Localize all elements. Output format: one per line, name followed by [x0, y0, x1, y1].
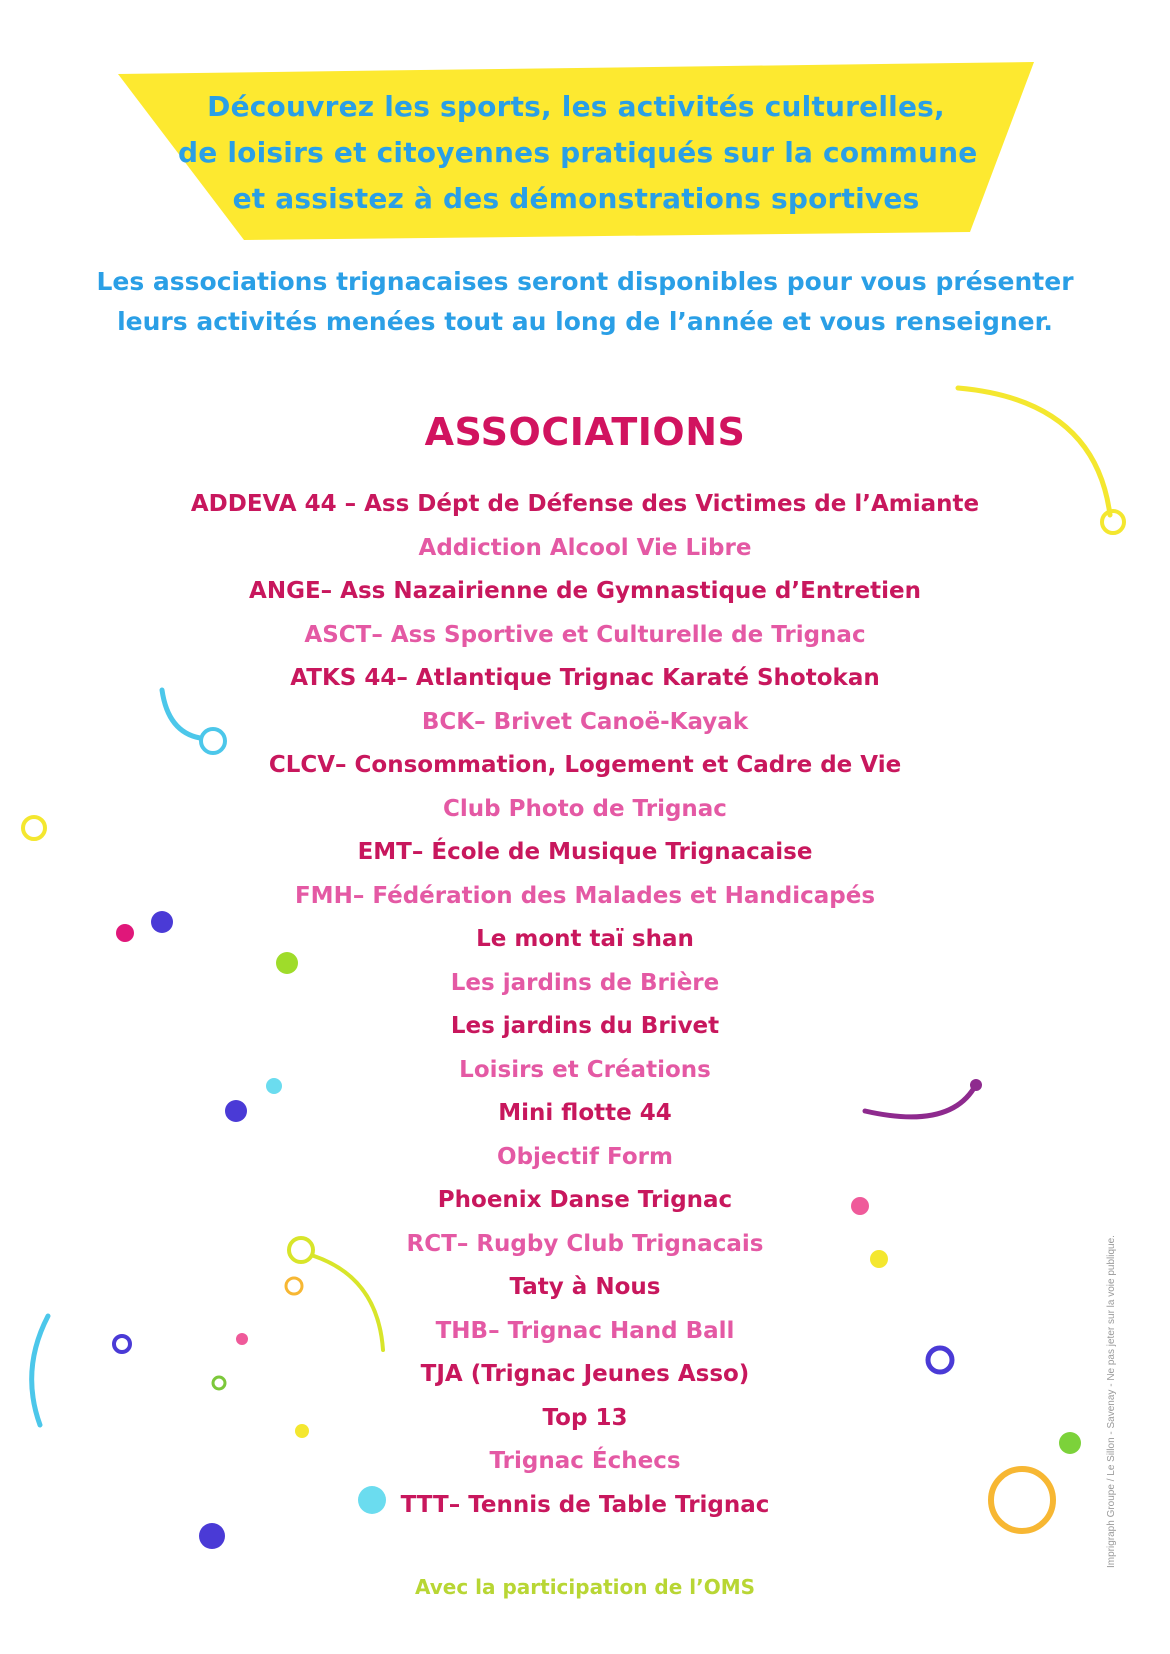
list-item: ATKS 44– Atlantique Trignac Karaté Shotokan: [290, 665, 880, 691]
list-item: THB– Trignac Hand Ball: [435, 1317, 735, 1344]
list-item: Club Photo de Trignac: [443, 795, 727, 822]
list-item: TJA (Trignac Jeunes Asso): [420, 1361, 750, 1387]
associations-list: [0, 483, 1170, 1527]
list-item: Trignac Échecs: [489, 1448, 681, 1474]
list-item: Mini flotte 44: [498, 1100, 672, 1126]
list-item: Loisirs et Créations: [459, 1056, 711, 1083]
list-item: ASCT– Ass Sportive et Culturelle de Trignac: [304, 621, 866, 648]
list-item: ANGE– Ass Nazairienne de Gymnastique d’Entretien: [249, 578, 921, 604]
intro-line: leurs activités menées tout au long de l’année et vous renseigner.: [117, 307, 1053, 336]
list-item: Taty à Nous: [509, 1274, 661, 1300]
list-item: Le mont taï shan: [476, 926, 694, 952]
list-item: TTT– Tennis de Table Trignac: [400, 1491, 770, 1518]
list-item: FMH– Fédération des Malades et Handicapés: [294, 882, 876, 909]
banner-line: Découvrez les sports, les activités culturelles,: [207, 90, 945, 123]
list-item: CLCV– Consommation, Logement et Cadre de Vie: [268, 752, 902, 778]
list-item: BCK– Brivet Canoë-Kayak: [421, 708, 749, 735]
list-item: Addiction Alcool Vie Libre: [418, 534, 752, 561]
list-item: Top 13: [542, 1404, 628, 1431]
list-item: Les jardins du Brivet: [450, 1013, 720, 1039]
banner-line: et assistez à des démonstrations sportives: [232, 182, 920, 215]
header-banner: [118, 62, 1034, 240]
intro-line: Les associations trignacaises seront disponibles pour vous présenter: [96, 267, 1074, 296]
list-item: Les jardins de Brière: [450, 969, 720, 996]
banner-line: de loisirs et citoyennes pratiqués sur la commune: [178, 136, 978, 169]
list-item: ADDEVA 44 – Ass Dépt de Défense des Victimes de l’Amiante: [190, 491, 980, 517]
associations-title: ASSOCIATIONS: [424, 410, 746, 454]
list-item: Phoenix Danse Trignac: [437, 1187, 733, 1213]
intro-paragraph: [40, 262, 1130, 342]
footer-credit: Avec la participation de l’OMS: [414, 1575, 756, 1599]
list-item: RCT– Rugby Club Trignacais: [406, 1230, 764, 1257]
imprint-text: Imprigraph Groupe / Le Sillon - Savenay - Ne pas jeter sur la voie publique.: [1106, 1235, 1117, 1568]
list-item: Objectif Form: [497, 1143, 673, 1170]
banner-text: [178, 84, 978, 222]
list-item: EMT– École de Musique Trignacaise: [357, 839, 813, 865]
